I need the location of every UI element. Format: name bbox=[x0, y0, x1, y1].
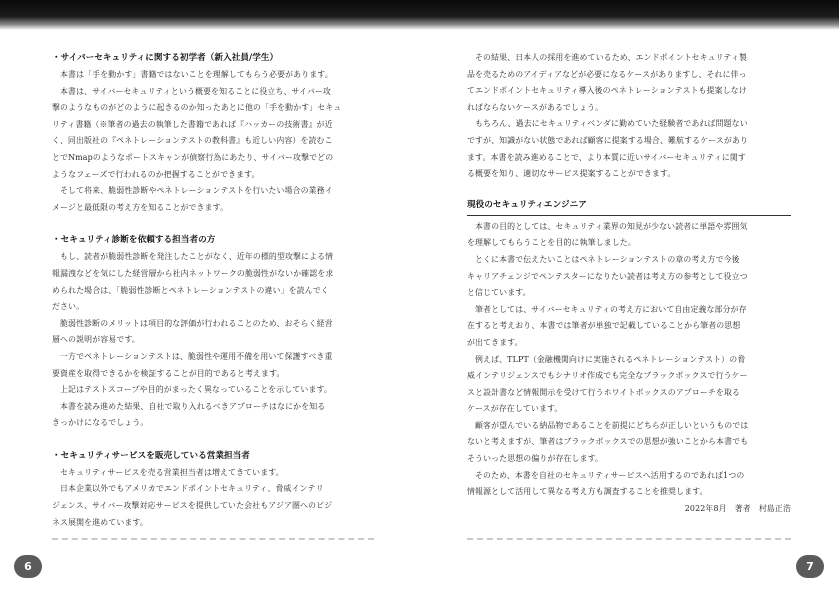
section-heading: 現役のセキュリティエンジニア bbox=[467, 197, 791, 216]
body-text-line: きっかけになるでしょう。 bbox=[52, 418, 149, 428]
body-text-line: ます。本書を読み進めることで、より本質に近いサイバーセキュリティに関す bbox=[467, 152, 746, 162]
body-text-line: 上記はテストスコープや目的がまったく異なっていることを示しています。 bbox=[60, 385, 332, 395]
body-text-line: ケースが存在しています。 bbox=[467, 404, 563, 414]
body-text-line: が出てきます。 bbox=[467, 337, 523, 347]
body-text-line: そういった思想の偏りが存在します。 bbox=[467, 454, 604, 464]
body-text-line: ネス展開を進めています。 bbox=[52, 517, 148, 527]
body-text-line: 情報源として活用して異なる考え方も調査することを推奨します。 bbox=[467, 487, 708, 497]
page-number-right: 7 bbox=[796, 555, 824, 578]
body-text-line: ないと考えますが、筆者はブラックボックスでの思想が強いことから本書でも bbox=[467, 437, 749, 447]
page-number-left: 6 bbox=[14, 555, 42, 578]
body-text-line: セキュリティサービスを売る営業担当者は増えてきています。 bbox=[60, 467, 284, 477]
body-text-line: その結果、日本人の採用を進めているため、エンドポイントセキュリティ製 bbox=[475, 53, 748, 62]
body-text-line: 本書の目的としては、セキュリティ業界の知見が少ない読者に単語や雰囲気 bbox=[475, 221, 748, 231]
body-text-line: ださい。 bbox=[52, 302, 85, 312]
top-header-band bbox=[0, 0, 839, 30]
author-signature: 2022年8月 著者 村島正浩 bbox=[684, 503, 791, 513]
body-text-line: 品を売るためのアイディアなどが必要になるケースがありますし、それに伴っ bbox=[467, 69, 747, 79]
body-text-line: く、同出版社の『ペネトレーションテストの教科書』も近しい内容）を読むこ bbox=[52, 136, 333, 146]
body-text-line: 本書は「手を動かす」書籍ではないことを理解してもらう必要があります。 bbox=[60, 70, 333, 79]
section-spacer bbox=[52, 432, 374, 448]
body-text-line: 脆弱性診断のメリットは項目的な評価が行われることのため、おそらく経営 bbox=[60, 318, 333, 328]
body-text-line: ですが、知識がない状態であれば顧客に提案する場合、難航するケースがあり bbox=[467, 135, 749, 145]
body-text-line: とくに本書で伝えたいことはペネトレーションテストの章の考え方で今後 bbox=[475, 254, 740, 264]
body-text-line: 日本企業以外でもアメリカでエンドポイントセキュリティ、脅威インテリ bbox=[60, 484, 324, 494]
audience-heading: ・セキュリティサービスを販売している営業担当者 bbox=[52, 450, 250, 461]
body-text-line: 在すると考えおり、本書では筆者が単独で記載していることから筆者の思想 bbox=[467, 321, 741, 331]
left-page bbox=[52, 50, 374, 531]
body-text-line: そのため、本書を自社のセキュリティサービスへ活用するのであれば1つの bbox=[475, 470, 745, 480]
left-footer-rule bbox=[52, 538, 374, 540]
body-text-line: 一方でペネトレーションテストは、脆弱性や運用不備を用いて保護すべき重 bbox=[60, 351, 333, 361]
body-text-line: もちろん、過去にセキュリティベンダに勤めていた経験者であれば問題ない bbox=[475, 119, 748, 129]
body-text-line: もし、読者が脆弱性診断を発注したことがなく、近年の標的型攻撃による情 bbox=[60, 252, 334, 262]
body-text-line: そして将来、脆弱性診断やペネトレーションテストを行いたい場合の業務イ bbox=[60, 186, 333, 196]
body-text-line: 顧客が望んでいる納品物であることを前提にどちらが正しいというものでは bbox=[475, 420, 749, 430]
body-text-line: ようなフェーズで行われるのか把握することができます。 bbox=[52, 169, 260, 179]
body-text-line: る概要を知り、適切なサービス提案することができます。 bbox=[467, 169, 676, 179]
audience-heading: ・セキュリティ診断を依頼する担当者の方 bbox=[52, 235, 216, 246]
body-text-line: 例えば、TLPT（金融機関向けに実施されるペネトレーションテスト）の脅 bbox=[475, 354, 746, 364]
body-text-line: ればならないケースがあるでしょう。 bbox=[467, 102, 604, 112]
body-text-line: 本書は、サイバーセキュリティという概要を知ることに役立ち、サイバー攻 bbox=[60, 86, 332, 96]
right-page bbox=[467, 50, 791, 517]
right-footer-rule bbox=[467, 538, 791, 540]
body-text-line: メージと最低限の考え方を知ることができます。 bbox=[52, 202, 229, 212]
body-text-line: ジェンス、サイバー攻撃対応サービスを提供していた会社もアジア圏へのビジ bbox=[52, 501, 333, 511]
body-text-line: を理解してもらうことを目的に執筆しました。 bbox=[467, 238, 636, 248]
body-text-line: 本書を読み進めた結果、自社で取り入れるべきアプローチはなにかを知る bbox=[60, 401, 326, 411]
body-text-line: 威インテリジェンスでもシナリオ作成でも完全なブラックボックスで行うケー bbox=[467, 371, 748, 381]
section-spacer bbox=[467, 183, 791, 193]
audience-heading: ・サイバーセキュリティに関する初学者（新入社員/学生） bbox=[52, 53, 279, 63]
body-text-line: 要資産を取得できるかを検証することが目的であると考えます。 bbox=[52, 368, 285, 378]
body-text-line: リティ書籍（※筆者の過去の執筆した書籍であれば『ハッカーの技術書』が近 bbox=[52, 119, 333, 129]
body-text-line: スと設計書など情報開示を受けて行うホワイトボックスのアプローチを取る bbox=[467, 387, 741, 397]
body-text-line: 撃のようなものがどのように起きるのか知ったあとに他の「手を動かす」セキュ bbox=[52, 103, 342, 113]
body-text-line: められた場合は、「脆弱性診断とペネトレーションテストの違い」を読んでく bbox=[52, 285, 329, 295]
body-text-line: とでNmapのようなポートスキャンが偵察行為にあたり、サイバー攻撃でどの bbox=[52, 152, 334, 162]
body-text-line: 報漏洩などを気にした経営層から社内ネットワークの脆弱性がないか確認を求 bbox=[52, 268, 334, 278]
body-text-line: キャリアチェンジでペンテスターになりたい読者は考え方の参考として役立つ bbox=[467, 271, 748, 281]
body-text-line: 層への説明が容易です。 bbox=[52, 335, 140, 345]
section-spacer bbox=[52, 216, 374, 232]
body-text-line: 筆者としては、サイバーセキュリティの考え方において自由定義な部分が存 bbox=[475, 304, 747, 314]
body-text-line: と信じています。 bbox=[467, 288, 531, 298]
body-text-line: てエンドポイントセキュリティ導入後のペネトレーションテストも提案しなけ bbox=[467, 86, 747, 96]
